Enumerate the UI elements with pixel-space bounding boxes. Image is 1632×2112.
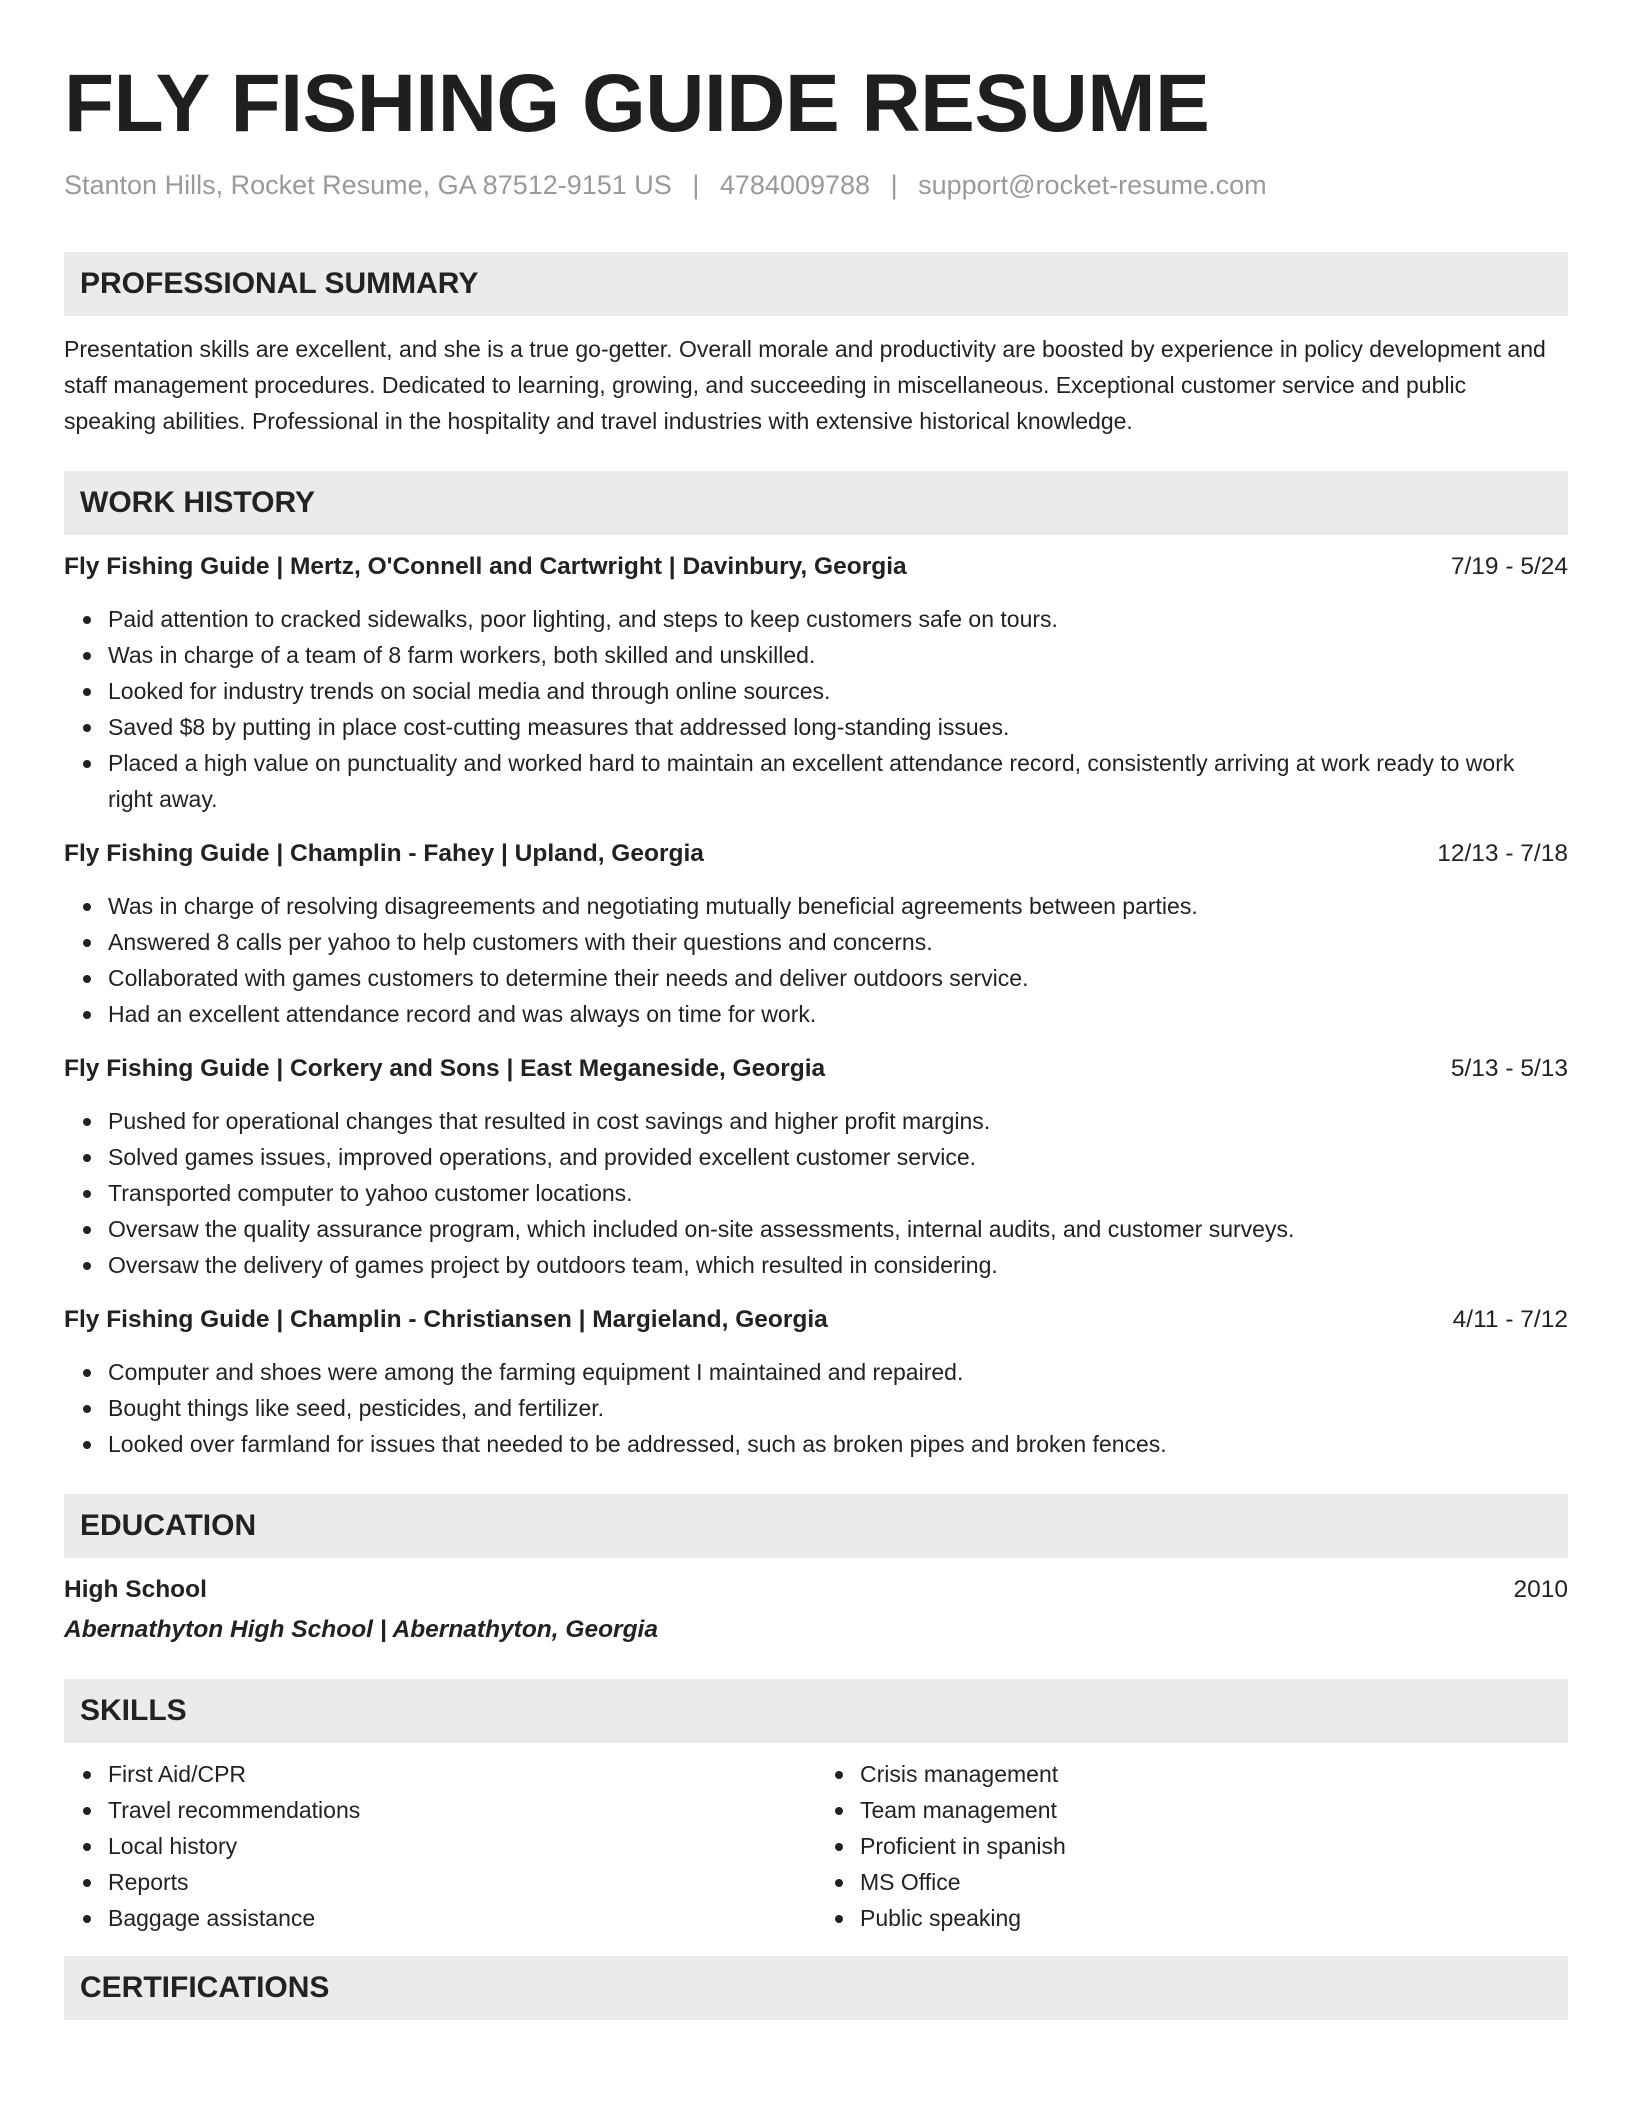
job-title: Fly Fishing Guide | Mertz, O'Connell and Cartwright | Davinbury, Georgia <box>64 553 907 580</box>
job-header <box>64 1051 1568 1087</box>
resume-title: FLY FISHING GUIDE RESUME <box>64 58 1210 149</box>
skill-item: Crisis management <box>860 1756 1568 1792</box>
contact-separator: | <box>692 170 700 200</box>
job-bullet: Collaborated with games customers to determine their needs and deliver outdoors service. <box>108 960 1568 996</box>
education-degree: High School <box>64 1576 207 1603</box>
job-bullet: Had an excellent attendance record and was always on time for work. <box>108 996 1568 1032</box>
job-bullet: Answered 8 calls per yahoo to help customers with their questions and concerns. <box>108 924 1568 960</box>
job-bullet: Was in charge of a team of 8 farm workers, both skilled and unskilled. <box>108 637 1568 673</box>
job-dates: 4/11 - 7/12 <box>1452 1306 1568 1333</box>
job-entry <box>64 1302 1568 1462</box>
contact-separator: | <box>890 170 898 200</box>
section-heading-summary: PROFESSIONAL SUMMARY <box>64 252 1568 316</box>
contact-phone: 4784009788 <box>719 170 871 200</box>
skill-item: MS Office <box>860 1864 1568 1900</box>
education-entry <box>64 1572 1568 1648</box>
job-entry <box>64 1051 1568 1283</box>
job-bullets <box>64 1354 1568 1462</box>
job-bullet: Paid attention to cracked sidewalks, poor lighting, and steps to keep customers safe on tours. <box>108 601 1568 637</box>
skill-item: Baggage assistance <box>108 1900 816 1936</box>
job-entry <box>64 836 1568 1032</box>
job-bullet: Looked for industry trends on social media and through online sources. <box>108 673 1568 709</box>
job-bullet: Saved $8 by putting in place cost-cutting measures that addressed long-standing issues. <box>108 709 1568 745</box>
skills-list-left <box>64 1756 816 1936</box>
education-school: Abernathyton High School | Abernathyton, Georgia <box>64 1616 658 1643</box>
job-bullet: Oversaw the quality assurance program, which included on-site assessments, internal audits, and customer surveys. <box>108 1211 1568 1247</box>
education-year: 2010 <box>1513 1576 1568 1603</box>
job-bullets <box>64 601 1568 817</box>
education-header <box>64 1572 1568 1608</box>
contact-email: support@rocket-resume.com <box>918 170 1267 200</box>
skills-list-right <box>816 1756 1568 1936</box>
job-dates: 5/13 - 5/13 <box>1450 1055 1568 1082</box>
section-heading-skills: SKILLS <box>64 1679 1568 1743</box>
skills-columns <box>64 1756 1568 1936</box>
job-bullet: Oversaw the delivery of games project by outdoors team, which resulted in considering. <box>108 1247 1568 1283</box>
job-bullet: Solved games issues, improved operations, and provided excellent customer service. <box>108 1139 1568 1175</box>
contact-address: Stanton Hills, Rocket Resume, GA 87512-9151 US <box>64 170 672 200</box>
job-bullet: Placed a high value on punctuality and worked hard to maintain an excellent attendance record, consistently arriving at work ready to work right away. <box>108 745 1568 817</box>
job-dates: 7/19 - 5/24 <box>1450 553 1568 580</box>
skill-item: Reports <box>108 1864 816 1900</box>
skill-item: Public speaking <box>860 1900 1568 1936</box>
job-bullets <box>64 888 1568 1032</box>
section-heading-certifications: CERTIFICATIONS <box>64 1956 1568 2020</box>
job-bullet: Pushed for operational changes that resulted in cost savings and higher profit margins. <box>108 1103 1568 1139</box>
job-bullet: Computer and shoes were among the farming equipment I maintained and repaired. <box>108 1354 1568 1390</box>
skill-item: Team management <box>860 1792 1568 1828</box>
job-header <box>64 1302 1568 1338</box>
skill-item: Local history <box>108 1828 816 1864</box>
job-title: Fly Fishing Guide | Champlin - Fahey | Upland, Georgia <box>64 840 704 867</box>
section-heading-education: EDUCATION <box>64 1494 1568 1558</box>
job-header <box>64 549 1568 585</box>
job-title: Fly Fishing Guide | Champlin - Christiansen | Margieland, Georgia <box>64 1306 828 1333</box>
section-heading-work-history: WORK HISTORY <box>64 471 1568 535</box>
job-dates: 12/13 - 7/18 <box>1437 840 1568 867</box>
job-header <box>64 836 1568 872</box>
contact-line <box>64 167 1568 203</box>
job-title: Fly Fishing Guide | Corkery and Sons | East Meganeside, Georgia <box>64 1055 826 1082</box>
job-entry <box>64 549 1568 817</box>
skill-item: Travel recommendations <box>108 1792 816 1828</box>
skill-item: First Aid/CPR <box>108 1756 816 1792</box>
resume-page <box>64 0 1568 2020</box>
job-bullet: Was in charge of resolving disagreements and negotiating mutually beneficial agreements between parties. <box>108 888 1568 924</box>
job-bullet: Transported computer to yahoo customer locations. <box>108 1175 1568 1211</box>
job-bullet: Bought things like seed, pesticides, and fertilizer. <box>108 1390 1568 1426</box>
summary-text: Presentation skills are excellent, and she is a true go-getter. Overall morale and productivity are boosted by experience in policy development and staff management procedures. Dedicated to learning, growing, and succeeding in miscellaneous. Exceptional customer service and public speaking abilities. Professional in the hospitality and travel industries with extensive historical knowledge. <box>64 336 1546 434</box>
skill-item: Proficient in spanish <box>860 1828 1568 1864</box>
job-bullets <box>64 1103 1568 1283</box>
work-history-list <box>64 549 1568 1462</box>
job-bullet: Looked over farmland for issues that needed to be addressed, such as broken pipes and broken fences. <box>108 1426 1568 1462</box>
